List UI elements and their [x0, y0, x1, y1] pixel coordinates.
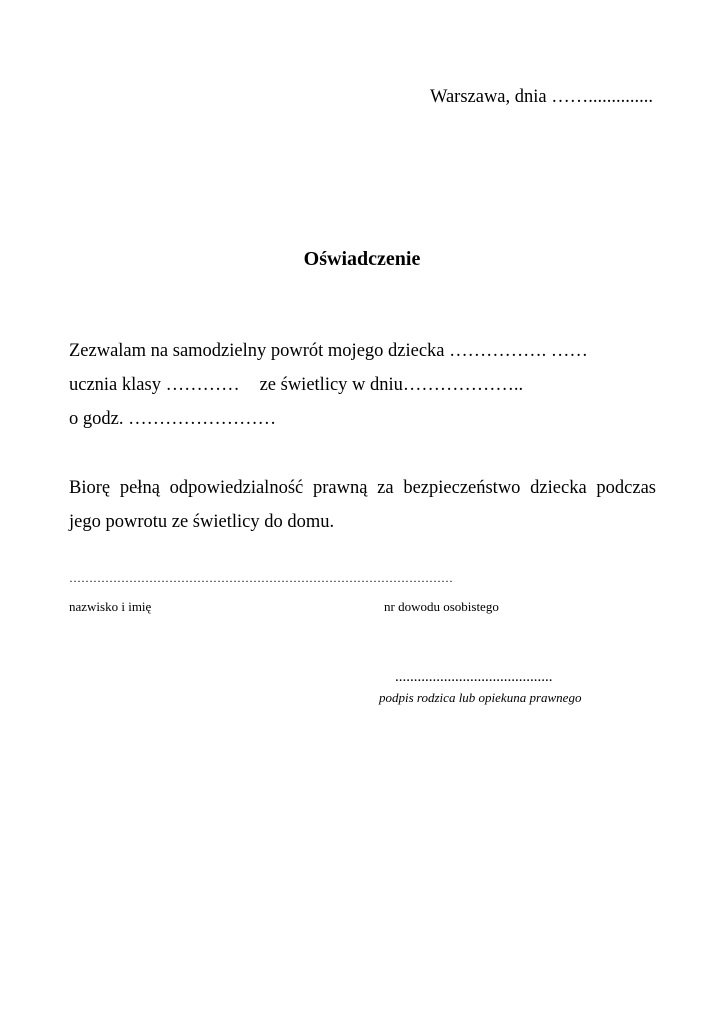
consent-line-3: o godz. …………………… [69, 409, 277, 429]
consent-line-2 [69, 376, 523, 395]
signature-dotted-line: .......................................... [395, 669, 553, 685]
date-field: ze świetlicy w dniu……………….. [259, 375, 524, 395]
class-field: ucznia klasy ………… [69, 375, 240, 395]
responsibility-statement: Biorę pełną odpowiedzialność prawną za bezpieczeństwo dziecka podczas jego powrotu ze świetlicy do domu. [69, 478, 656, 532]
id-number-label: nr dowodu osobistego [384, 599, 499, 614]
consent-line-1: Zezwalam na samodzielny powrót mojego dziecka ……………. …… [69, 341, 588, 361]
document-title: Oświadczenie [303, 248, 421, 270]
signature-label: podpis rodzica lub opiekuna prawnego [379, 690, 582, 705]
place-and-date: Warszawa, dnia …….............. [429, 87, 653, 107]
name-label: nazwisko i imię [69, 599, 152, 614]
identity-dotted-line: …………………………………………………………………………………… [69, 571, 453, 585]
